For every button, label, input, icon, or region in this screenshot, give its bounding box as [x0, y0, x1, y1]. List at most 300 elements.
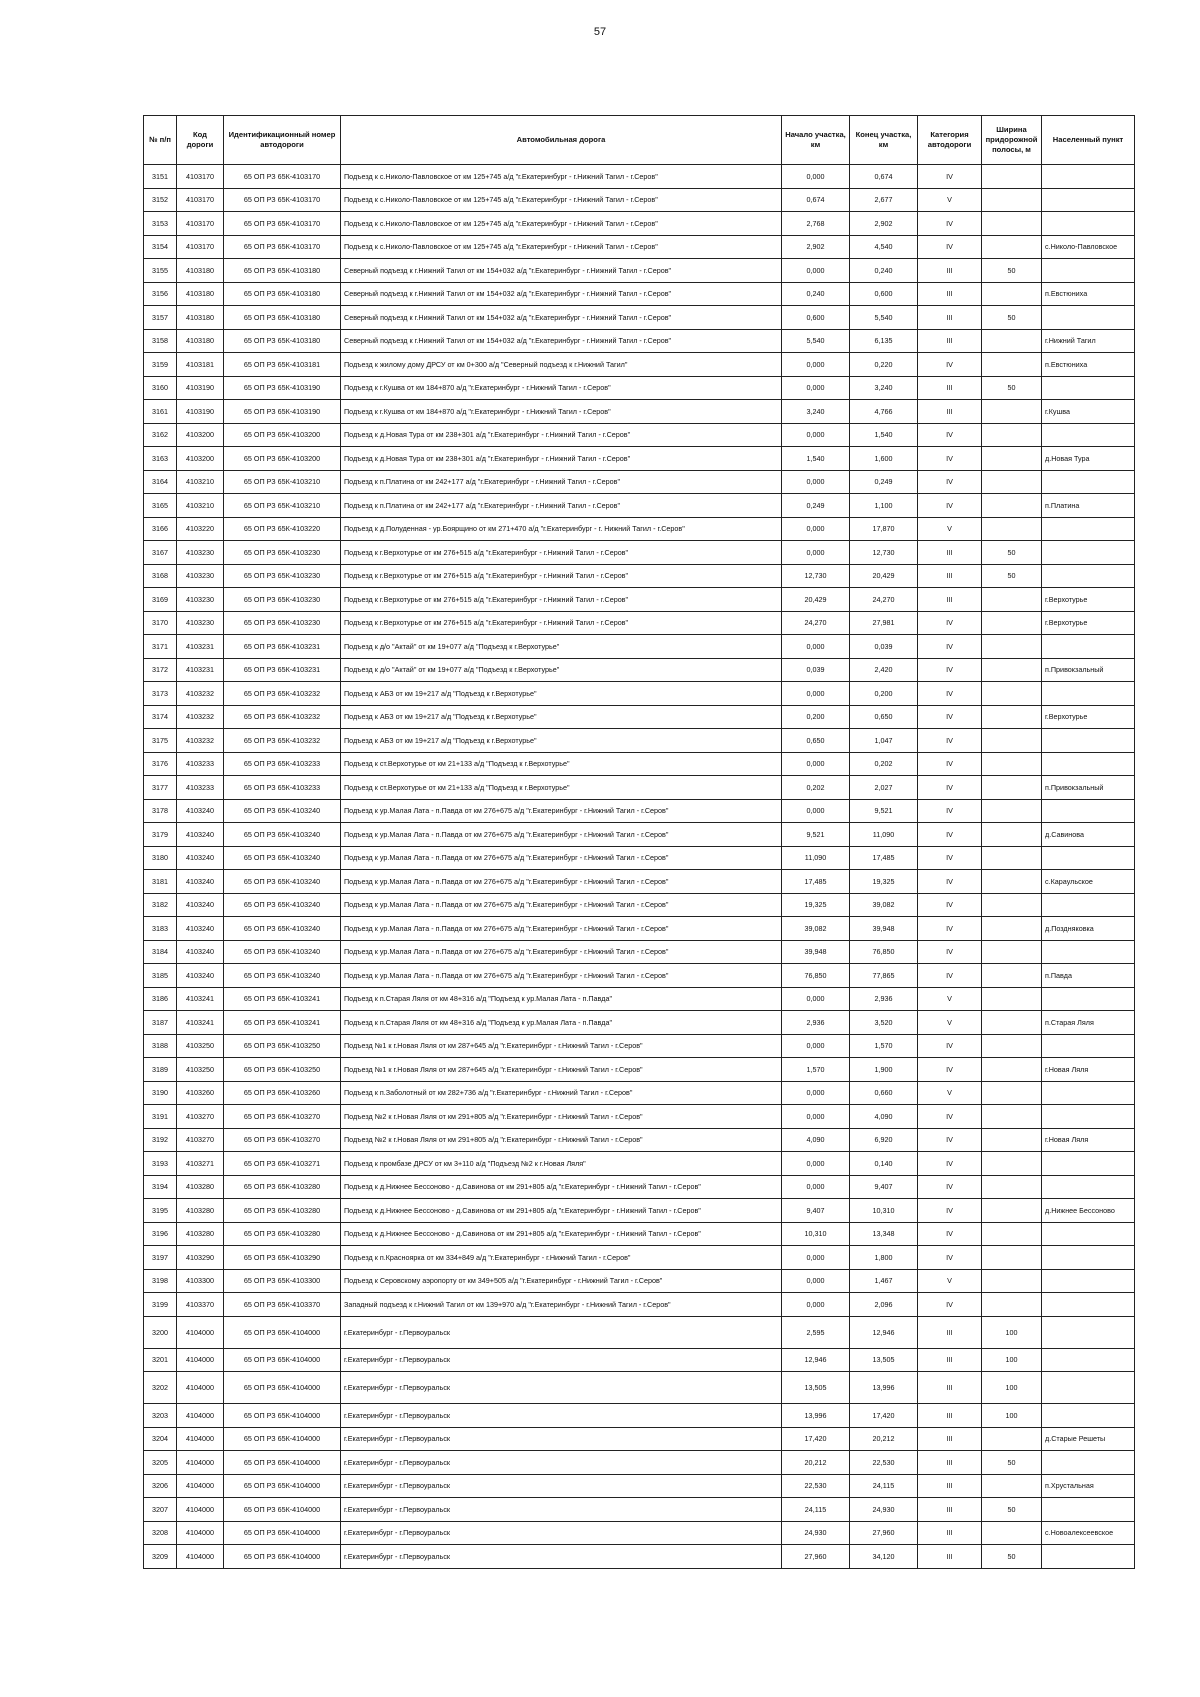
cell-road-name: Подъезд к ур.Малая Лата - п.Павда от км 276+675 а/д "г.Екатеринбург - г.Нижний Тагил - г.Серов": [341, 893, 782, 917]
cell-category: IV: [918, 846, 982, 870]
cell-start-km: 0,240: [782, 282, 850, 306]
cell-end-km: 6,135: [850, 329, 918, 353]
cell-category: IV: [918, 165, 982, 189]
table-row: [144, 376, 1135, 400]
table-row: [144, 1316, 1135, 1348]
cell-start-km: 0,000: [782, 752, 850, 776]
cell-category: IV: [918, 1175, 982, 1199]
cell-end-km: 2,936: [850, 987, 918, 1011]
cell-strip-width: 100: [982, 1316, 1042, 1348]
cell-row-number: 3169: [144, 588, 177, 612]
table-row: [144, 1246, 1135, 1270]
cell-road-code: 4104000: [177, 1521, 224, 1545]
cell-row-number: 3164: [144, 470, 177, 494]
cell-strip-width: 50: [982, 564, 1042, 588]
cell-road-id: 65 ОП РЗ 65К-4103170: [224, 188, 341, 212]
cell-road-id: 65 ОП РЗ 65К-4104000: [224, 1348, 341, 1372]
cell-road-name: г.Екатеринбург - г.Первоуральск: [341, 1498, 782, 1522]
cell-settlement: [1042, 1498, 1135, 1522]
cell-road-name: Подъезд к промбазе ДРСУ от км 3+110 а/д "Подъезд №2 к г.Новая Ляля": [341, 1152, 782, 1176]
cell-settlement: [1042, 1293, 1135, 1317]
cell-start-km: 24,115: [782, 1498, 850, 1522]
col-header-strip-width: Ширина придорожной полосы, м: [982, 116, 1042, 165]
cell-row-number: 3188: [144, 1034, 177, 1058]
cell-road-code: 4103232: [177, 729, 224, 753]
cell-road-code: 4103270: [177, 1128, 224, 1152]
cell-settlement: [1042, 259, 1135, 283]
cell-road-id: 65 ОП РЗ 65К-4103231: [224, 635, 341, 659]
cell-road-id: 65 ОП РЗ 65К-4104000: [224, 1474, 341, 1498]
cell-row-number: 3190: [144, 1081, 177, 1105]
cell-strip-width: 50: [982, 1451, 1042, 1475]
cell-row-number: 3209: [144, 1545, 177, 1569]
cell-road-id: 65 ОП РЗ 65К-4103240: [224, 917, 341, 941]
cell-road-code: 4103240: [177, 893, 224, 917]
table-row: [144, 893, 1135, 917]
table-row: [144, 1451, 1135, 1475]
cell-settlement: п.Старая Ляля: [1042, 1011, 1135, 1035]
cell-row-number: 3201: [144, 1348, 177, 1372]
cell-category: V: [918, 188, 982, 212]
cell-row-number: 3180: [144, 846, 177, 870]
cell-road-code: 4103230: [177, 564, 224, 588]
roads-table: [143, 115, 1135, 1569]
cell-road-id: 65 ОП РЗ 65К-4103240: [224, 870, 341, 894]
cell-strip-width: [982, 1222, 1042, 1246]
cell-start-km: 3,240: [782, 400, 850, 424]
cell-start-km: 0,000: [782, 1175, 850, 1199]
cell-road-code: 4103280: [177, 1222, 224, 1246]
cell-road-name: Подъезд к г.Кушва от км 184+870 а/д "г.Екатеринбург - г.Нижний Тагил - г.Серов": [341, 376, 782, 400]
cell-road-name: Подъезд к ур.Малая Лата - п.Павда от км 276+675 а/д "г.Екатеринбург - г.Нижний Тагил - г.Серов": [341, 870, 782, 894]
cell-start-km: 0,000: [782, 635, 850, 659]
cell-category: IV: [918, 1152, 982, 1176]
table-row: [144, 1222, 1135, 1246]
cell-road-name: Подъезд к д.Полуденная - ур.Боярщино от км 271+470 а/д "г.Екатеринбург - г. Нижний Тагил - г.Серов": [341, 517, 782, 541]
cell-category: IV: [918, 470, 982, 494]
cell-settlement: [1042, 1269, 1135, 1293]
cell-start-km: 2,902: [782, 235, 850, 259]
cell-category: IV: [918, 1105, 982, 1129]
cell-strip-width: 100: [982, 1372, 1042, 1404]
cell-settlement: с.Караульское: [1042, 870, 1135, 894]
cell-settlement: [1042, 1451, 1135, 1475]
cell-row-number: 3177: [144, 776, 177, 800]
cell-road-name: Подъезд к п.Платина от км 242+177 а/д "г.Екатеринбург - г.Нижний Тагил - г.Серов": [341, 494, 782, 518]
cell-strip-width: [982, 870, 1042, 894]
cell-start-km: 20,212: [782, 1451, 850, 1475]
table-row: [144, 1105, 1135, 1129]
cell-road-code: 4103233: [177, 776, 224, 800]
cell-category: IV: [918, 729, 982, 753]
cell-road-name: Подъезд к п.Платина от км 242+177 а/д "г.Екатеринбург - г.Нижний Тагил - г.Серов": [341, 470, 782, 494]
cell-road-name: Подъезд к г.Кушва от км 184+870 а/д "г.Екатеринбург - г.Нижний Тагил - г.Серов": [341, 400, 782, 424]
page-number: 57: [593, 26, 607, 38]
cell-category: IV: [918, 823, 982, 847]
table-row: [144, 470, 1135, 494]
cell-start-km: 39,082: [782, 917, 850, 941]
cell-row-number: 3186: [144, 987, 177, 1011]
cell-row-number: 3194: [144, 1175, 177, 1199]
cell-road-name: г.Екатеринбург - г.Первоуральск: [341, 1521, 782, 1545]
cell-start-km: 0,600: [782, 306, 850, 330]
cell-settlement: п.Привокзальный: [1042, 658, 1135, 682]
cell-road-id: 65 ОП РЗ 65К-4103290: [224, 1246, 341, 1270]
cell-road-name: г.Екатеринбург - г.Первоуральск: [341, 1451, 782, 1475]
cell-settlement: [1042, 799, 1135, 823]
cell-row-number: 3155: [144, 259, 177, 283]
cell-start-km: 0,000: [782, 682, 850, 706]
table-row: [144, 1427, 1135, 1451]
cell-strip-width: 50: [982, 259, 1042, 283]
cell-start-km: 0,249: [782, 494, 850, 518]
cell-end-km: 22,530: [850, 1451, 918, 1475]
cell-end-km: 1,570: [850, 1034, 918, 1058]
cell-settlement: г.Верхотурье: [1042, 705, 1135, 729]
cell-road-id: 65 ОП РЗ 65К-4103200: [224, 423, 341, 447]
cell-road-name: Подъезд к АБЗ от км 19+217 а/д "Подъезд к г.Верхотурье": [341, 729, 782, 753]
cell-category: III: [918, 306, 982, 330]
table-row: [144, 165, 1135, 189]
cell-start-km: 0,000: [782, 987, 850, 1011]
cell-end-km: 27,981: [850, 611, 918, 635]
cell-start-km: 0,200: [782, 705, 850, 729]
cell-start-km: 0,650: [782, 729, 850, 753]
cell-road-name: Подъезд к ур.Малая Лата - п.Павда от км 276+675 а/д "г.Екатеринбург - г.Нижний Тагил - г.Серов": [341, 940, 782, 964]
cell-end-km: 11,090: [850, 823, 918, 847]
cell-road-id: 65 ОП РЗ 65К-4103231: [224, 658, 341, 682]
cell-settlement: [1042, 517, 1135, 541]
cell-road-id: 65 ОП РЗ 65К-4103240: [224, 893, 341, 917]
table-row: [144, 799, 1135, 823]
cell-strip-width: [982, 658, 1042, 682]
cell-settlement: [1042, 1545, 1135, 1569]
col-header-start-km: Начало участка, км: [782, 116, 850, 165]
cell-road-code: 4104000: [177, 1498, 224, 1522]
col-header-road-id: Идентификационный номер автодороги: [224, 116, 341, 165]
cell-row-number: 3195: [144, 1199, 177, 1223]
cell-end-km: 13,505: [850, 1348, 918, 1372]
cell-road-name: Северный подъезд к г.Нижний Тагил от км 154+032 а/д "г.Екатеринбург - г.Нижний Тагил - г.Серов": [341, 282, 782, 306]
cell-category: III: [918, 1451, 982, 1475]
cell-strip-width: [982, 1081, 1042, 1105]
cell-settlement: [1042, 470, 1135, 494]
cell-road-name: г.Екатеринбург - г.Первоуральск: [341, 1348, 782, 1372]
cell-strip-width: [982, 776, 1042, 800]
cell-road-code: 4103180: [177, 259, 224, 283]
cell-row-number: 3151: [144, 165, 177, 189]
cell-road-name: Подъезд к г.Верхотурье от км 276+515 а/д "г.Екатеринбург - г.Нижний Тагил - г.Серов": [341, 541, 782, 565]
cell-strip-width: [982, 1293, 1042, 1317]
cell-settlement: [1042, 423, 1135, 447]
cell-end-km: 17,485: [850, 846, 918, 870]
table-row: [144, 776, 1135, 800]
cell-strip-width: [982, 188, 1042, 212]
table-row: [144, 917, 1135, 941]
cell-road-code: 4103280: [177, 1199, 224, 1223]
cell-end-km: 2,902: [850, 212, 918, 236]
table-row: [144, 353, 1135, 377]
cell-road-id: 65 ОП РЗ 65К-4104000: [224, 1316, 341, 1348]
cell-start-km: 12,730: [782, 564, 850, 588]
cell-road-code: 4103240: [177, 799, 224, 823]
cell-row-number: 3178: [144, 799, 177, 823]
cell-road-name: г.Екатеринбург - г.Первоуральск: [341, 1316, 782, 1348]
cell-end-km: 1,047: [850, 729, 918, 753]
cell-start-km: 0,000: [782, 517, 850, 541]
cell-road-code: 4104000: [177, 1451, 224, 1475]
cell-settlement: [1042, 682, 1135, 706]
cell-category: IV: [918, 423, 982, 447]
cell-strip-width: [982, 1105, 1042, 1129]
col-header-settlement: Населенный пункт: [1042, 116, 1135, 165]
cell-road-id: 65 ОП РЗ 65К-4103300: [224, 1269, 341, 1293]
cell-end-km: 0,202: [850, 752, 918, 776]
cell-road-code: 4104000: [177, 1316, 224, 1348]
cell-row-number: 3184: [144, 940, 177, 964]
cell-road-code: 4104000: [177, 1348, 224, 1372]
cell-row-number: 3154: [144, 235, 177, 259]
table-row: [144, 259, 1135, 283]
cell-settlement: п.Привокзальный: [1042, 776, 1135, 800]
cell-road-name: Подъезд к жилому дому ДРСУ от км 0+300 а/д "Северный подъезд к г.Нижний Тагил": [341, 353, 782, 377]
cell-settlement: д.Новая Тура: [1042, 447, 1135, 471]
col-header-category: Категория автодороги: [918, 116, 982, 165]
cell-strip-width: [982, 1152, 1042, 1176]
col-header-road-code: Код дороги: [177, 116, 224, 165]
cell-start-km: 22,530: [782, 1474, 850, 1498]
cell-settlement: п.Евстюниха: [1042, 353, 1135, 377]
cell-road-id: 65 ОП РЗ 65К-4104000: [224, 1498, 341, 1522]
cell-road-id: 65 ОП РЗ 65К-4103210: [224, 494, 341, 518]
col-header-road-name: Автомобильная дорога: [341, 116, 782, 165]
cell-end-km: 20,429: [850, 564, 918, 588]
cell-end-km: 17,870: [850, 517, 918, 541]
cell-road-name: Подъезд к АБЗ от км 19+217 а/д "Подъезд к г.Верхотурье": [341, 682, 782, 706]
cell-road-id: 65 ОП РЗ 65К-4103240: [224, 799, 341, 823]
cell-settlement: п.Павда: [1042, 964, 1135, 988]
cell-road-id: 65 ОП РЗ 65К-4103240: [224, 940, 341, 964]
cell-road-id: 65 ОП РЗ 65К-4103233: [224, 752, 341, 776]
cell-road-id: 65 ОП РЗ 65К-4104000: [224, 1545, 341, 1569]
cell-category: III: [918, 1474, 982, 1498]
cell-road-code: 4103170: [177, 212, 224, 236]
cell-start-km: 0,000: [782, 470, 850, 494]
cell-road-id: 65 ОП РЗ 65К-4104000: [224, 1404, 341, 1428]
table-row: [144, 1011, 1135, 1035]
cell-end-km: 2,027: [850, 776, 918, 800]
cell-settlement: д.Нижнее Бессоново: [1042, 1199, 1135, 1223]
cell-end-km: 12,946: [850, 1316, 918, 1348]
cell-strip-width: [982, 940, 1042, 964]
cell-strip-width: [982, 423, 1042, 447]
cell-strip-width: [982, 987, 1042, 1011]
cell-start-km: 0,000: [782, 1105, 850, 1129]
cell-road-id: 65 ОП РЗ 65К-4103200: [224, 447, 341, 471]
cell-row-number: 3182: [144, 893, 177, 917]
table-row: [144, 400, 1135, 424]
cell-start-km: 2,595: [782, 1316, 850, 1348]
cell-road-code: 4103181: [177, 353, 224, 377]
cell-end-km: 0,220: [850, 353, 918, 377]
cell-road-id: 65 ОП РЗ 65К-4103230: [224, 588, 341, 612]
cell-road-name: Подъезд к д.Новая Тура от км 238+301 а/д "г.Екатеринбург - г.Нижний Тагил - г.Серов": [341, 447, 782, 471]
cell-road-name: Западный подъезд к г.Нижний Тагил от км 139+970 а/д "г.Екатеринбург - г.Нижний Тагил - г.Серов": [341, 1293, 782, 1317]
cell-end-km: 77,865: [850, 964, 918, 988]
cell-strip-width: [982, 1175, 1042, 1199]
cell-settlement: г.Верхотурье: [1042, 588, 1135, 612]
cell-category: III: [918, 376, 982, 400]
cell-road-name: Северный подъезд к г.Нижний Тагил от км 154+032 а/д "г.Екатеринбург - г.Нижний Тагил - г.Серов": [341, 306, 782, 330]
cell-category: III: [918, 1404, 982, 1428]
cell-end-km: 19,325: [850, 870, 918, 894]
cell-road-code: 4103230: [177, 611, 224, 635]
cell-road-name: Подъезд к д.Нижнее Бессоново - д.Савинова от км 291+805 а/д "г.Екатеринбург - г.Нижний Тагил - г.Серов": [341, 1199, 782, 1223]
cell-row-number: 3185: [144, 964, 177, 988]
cell-settlement: п.Евстюниха: [1042, 282, 1135, 306]
cell-start-km: 24,930: [782, 1521, 850, 1545]
cell-road-id: 65 ОП РЗ 65К-4103170: [224, 165, 341, 189]
cell-end-km: 0,039: [850, 635, 918, 659]
cell-row-number: 3173: [144, 682, 177, 706]
cell-row-number: 3207: [144, 1498, 177, 1522]
cell-settlement: [1042, 564, 1135, 588]
cell-category: IV: [918, 1128, 982, 1152]
cell-end-km: 0,674: [850, 165, 918, 189]
cell-end-km: 4,766: [850, 400, 918, 424]
cell-road-id: 65 ОП РЗ 65К-4103232: [224, 682, 341, 706]
cell-road-code: 4103170: [177, 165, 224, 189]
cell-road-code: 4103280: [177, 1175, 224, 1199]
cell-start-km: 0,202: [782, 776, 850, 800]
cell-category: III: [918, 1372, 982, 1404]
cell-start-km: 4,090: [782, 1128, 850, 1152]
cell-start-km: 20,429: [782, 588, 850, 612]
cell-end-km: 5,540: [850, 306, 918, 330]
cell-start-km: 13,505: [782, 1372, 850, 1404]
cell-row-number: 3167: [144, 541, 177, 565]
cell-settlement: [1042, 893, 1135, 917]
cell-strip-width: [982, 235, 1042, 259]
cell-strip-width: 50: [982, 306, 1042, 330]
cell-road-id: 65 ОП РЗ 65К-4103240: [224, 846, 341, 870]
cell-road-name: Северный подъезд к г.Нижний Тагил от км 154+032 а/д "г.Екатеринбург - г.Нижний Тагил - г.Серов": [341, 259, 782, 283]
cell-end-km: 12,730: [850, 541, 918, 565]
table-row: [144, 705, 1135, 729]
cell-end-km: 4,090: [850, 1105, 918, 1129]
cell-category: III: [918, 259, 982, 283]
cell-road-name: Подъезд №2 к г.Новая Ляля от км 291+805 а/д "г.Екатеринбург - г.Нижний Тагил - г.Серов": [341, 1128, 782, 1152]
cell-road-code: 4103170: [177, 235, 224, 259]
cell-road-name: Подъезд к г.Верхотурье от км 276+515 а/д "г.Екатеринбург - г.Нижний Тагил - г.Серов": [341, 588, 782, 612]
cell-road-name: г.Екатеринбург - г.Первоуральск: [341, 1372, 782, 1404]
cell-start-km: 27,960: [782, 1545, 850, 1569]
cell-category: IV: [918, 705, 982, 729]
cell-start-km: 1,540: [782, 447, 850, 471]
cell-road-code: 4103240: [177, 846, 224, 870]
cell-row-number: 3179: [144, 823, 177, 847]
cell-strip-width: [982, 1058, 1042, 1082]
cell-end-km: 1,540: [850, 423, 918, 447]
cell-start-km: 0,039: [782, 658, 850, 682]
cell-end-km: 1,600: [850, 447, 918, 471]
col-header-number: № п/п: [144, 116, 177, 165]
cell-end-km: 3,240: [850, 376, 918, 400]
table-row: [144, 752, 1135, 776]
cell-end-km: 76,850: [850, 940, 918, 964]
cell-settlement: д.Савинова: [1042, 823, 1135, 847]
cell-settlement: [1042, 635, 1135, 659]
cell-road-code: 4103200: [177, 423, 224, 447]
cell-road-code: 4103232: [177, 705, 224, 729]
cell-row-number: 3187: [144, 1011, 177, 1035]
cell-end-km: 10,310: [850, 1199, 918, 1223]
cell-end-km: 13,348: [850, 1222, 918, 1246]
cell-settlement: [1042, 1372, 1135, 1404]
cell-road-id: 65 ОП РЗ 65К-4103230: [224, 564, 341, 588]
cell-category: IV: [918, 635, 982, 659]
cell-start-km: 17,420: [782, 1427, 850, 1451]
cell-road-name: г.Екатеринбург - г.Первоуральск: [341, 1545, 782, 1569]
cell-road-id: 65 ОП РЗ 65К-4103280: [224, 1222, 341, 1246]
cell-category: IV: [918, 917, 982, 941]
cell-road-id: 65 ОП РЗ 65К-4103210: [224, 470, 341, 494]
table-row: [144, 1269, 1135, 1293]
cell-road-id: 65 ОП РЗ 65К-4104000: [224, 1521, 341, 1545]
cell-road-code: 4103250: [177, 1058, 224, 1082]
cell-settlement: [1042, 165, 1135, 189]
cell-category: IV: [918, 1246, 982, 1270]
cell-strip-width: [982, 588, 1042, 612]
table-row: [144, 1404, 1135, 1428]
cell-settlement: [1042, 846, 1135, 870]
cell-settlement: [1042, 541, 1135, 565]
cell-road-id: 65 ОП РЗ 65К-4103240: [224, 823, 341, 847]
cell-strip-width: [982, 1246, 1042, 1270]
table-row: [144, 1081, 1135, 1105]
table-row: [144, 1545, 1135, 1569]
cell-category: V: [918, 987, 982, 1011]
cell-strip-width: [982, 799, 1042, 823]
cell-start-km: 0,000: [782, 1293, 850, 1317]
cell-category: IV: [918, 940, 982, 964]
table-row: [144, 823, 1135, 847]
cell-road-id: 65 ОП РЗ 65К-4103240: [224, 964, 341, 988]
cell-start-km: 9,521: [782, 823, 850, 847]
cell-settlement: [1042, 1175, 1135, 1199]
cell-road-name: Подъезд к д.Нижнее Бессоново - д.Савинова от км 291+805 а/д "г.Екатеринбург - г.Нижний Тагил - г.Серов": [341, 1175, 782, 1199]
cell-start-km: 0,000: [782, 541, 850, 565]
table-row: [144, 1372, 1135, 1404]
cell-strip-width: [982, 1034, 1042, 1058]
cell-road-name: Подъезд к г.Верхотурье от км 276+515 а/д "г.Екатеринбург - г.Нижний Тагил - г.Серов": [341, 564, 782, 588]
cell-end-km: 0,240: [850, 259, 918, 283]
cell-end-km: 17,420: [850, 1404, 918, 1428]
cell-road-id: 65 ОП РЗ 65К-4103280: [224, 1175, 341, 1199]
cell-strip-width: [982, 1474, 1042, 1498]
cell-strip-width: [982, 964, 1042, 988]
cell-road-id: 65 ОП РЗ 65К-4103260: [224, 1081, 341, 1105]
cell-strip-width: 50: [982, 541, 1042, 565]
cell-row-number: 3189: [144, 1058, 177, 1082]
cell-road-id: 65 ОП РЗ 65К-4103271: [224, 1152, 341, 1176]
cell-end-km: 0,200: [850, 682, 918, 706]
table-row: [144, 564, 1135, 588]
cell-category: IV: [918, 212, 982, 236]
cell-end-km: 2,096: [850, 1293, 918, 1317]
cell-row-number: 3196: [144, 1222, 177, 1246]
cell-road-code: 4103271: [177, 1152, 224, 1176]
